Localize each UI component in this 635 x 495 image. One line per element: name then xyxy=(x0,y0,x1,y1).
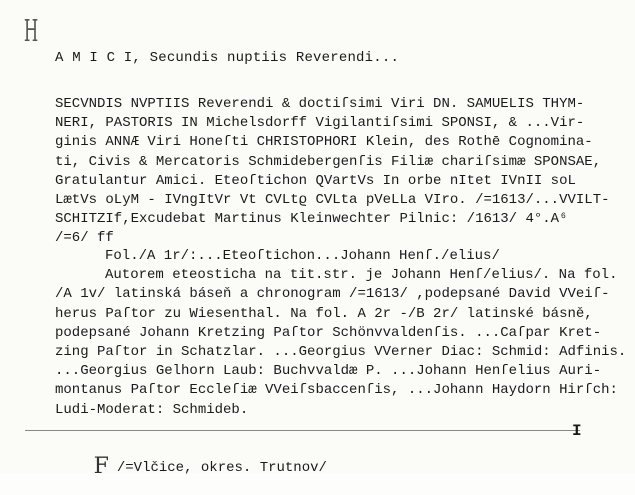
notes xyxy=(55,247,625,420)
title-line: NERI, PASTORIS IN Michelsdorff Vigilantiſsimi SPONSI, & ...Vir- xyxy=(55,115,585,132)
location-footer xyxy=(60,438,327,495)
card-heading: A M I C I, Secundis nuptiis Reverendi... xyxy=(55,50,400,66)
note-line: Autorem eteosticha na tit.str. je Johann Henſ/elius/. Na fol. xyxy=(105,267,618,284)
note-line: Fol./A 1r/:...Eteoſtichon...Johann Henſ./elius/ xyxy=(105,248,500,264)
note-line: /A 1v/ latinská báseň a chronogram /=1613/ ,podepsané David VVeiſ- xyxy=(55,286,610,303)
note-line: ...Georgius Gelhorn Laub: Buchvvaldæ P. ...Johann Henſelius Auri- xyxy=(55,363,602,380)
title-line: Gratulantur Amici. Eteoſtichon QVartVs In orbe nItet IVnII soL xyxy=(55,172,576,189)
corner-mark: H xyxy=(23,14,39,49)
divider xyxy=(25,430,580,431)
title-line: SCHITZIf,Excudebat Martinus Kleinwechter Pilnic: /1613/ 4°.A⁶ xyxy=(55,211,568,228)
roman-mark: I xyxy=(572,422,582,440)
title-line: /=6/ ff xyxy=(55,230,114,247)
title-transcription xyxy=(55,95,625,249)
note-line: Ludi-Moderat: Schmideb. xyxy=(55,401,249,418)
title-line: ginis ANNÆ Viri Honeſti CHRISTOPHORI Klein, des Rothē Cognomina- xyxy=(55,134,593,151)
note-line: zing Paſtor in Schatzlar. ...Georgius VVerner Diac: Schmid: Adfinis. xyxy=(55,344,627,361)
title-line: SECVNDIS NVPTIIS Reverendi & doctiſsimi Viri DN. SAMUELIS THYM- xyxy=(55,96,585,112)
title-line: ti, Civis & Mercatoris Schmidebergenſis Filiæ chariſsimæ SPONSAE, xyxy=(55,153,602,170)
note-line: montanus Paſtor Eccleſiæ VVeiſsbaccenſis, ...Johann Haydorn Hirſch: xyxy=(55,382,618,399)
note-line: herus Paſtor zu Wiesenthal. Na fol. A 2r -/B 2r/ latinské básně, xyxy=(55,305,593,322)
note-line: podepsané Johann Kretzing Paſtor Schönvvaldenſis. ...Caſpar Kret- xyxy=(55,324,602,341)
footer-letter: F xyxy=(93,454,109,479)
footer-location: /=Vlčice, okres. Trutnov/ xyxy=(116,460,327,476)
title-line: LætVs oLyM - IVngItVr Vt CVLtϱ CVLta pVeLLa VIro. /=1613/...VVILT- xyxy=(55,192,610,209)
